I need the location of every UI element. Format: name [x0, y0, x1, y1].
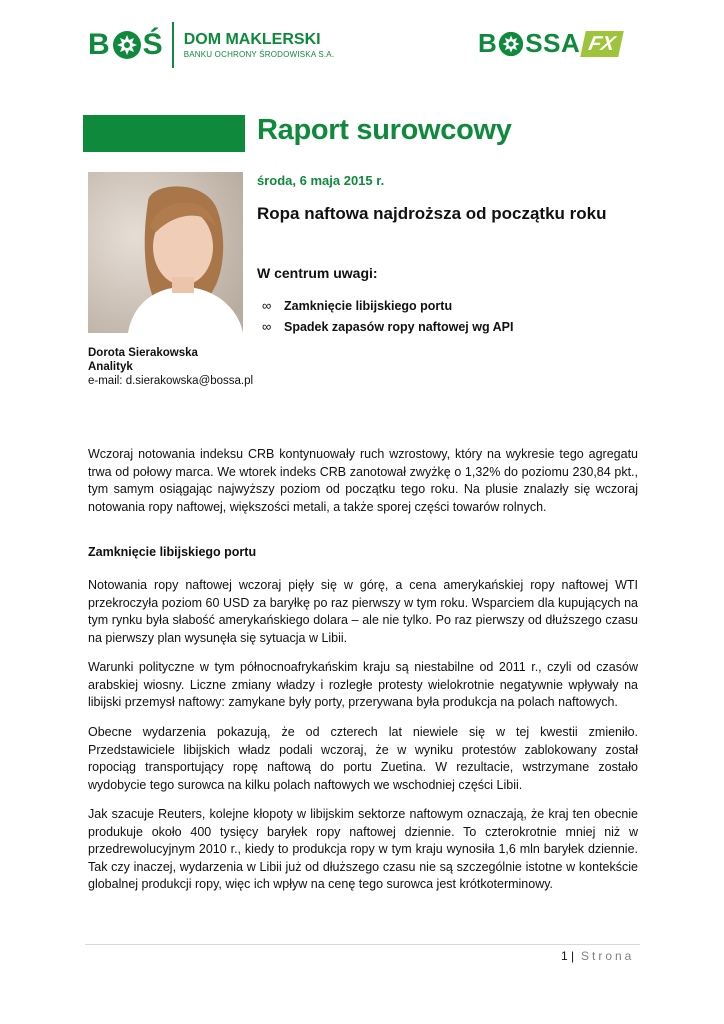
- page-label: Strona: [581, 949, 635, 963]
- footer-divider: [85, 944, 640, 945]
- brand-line1: DOM MAKLERSKI: [183, 30, 321, 48]
- analyst-photo: [88, 172, 243, 333]
- focus-heading: W centrum uwagi:: [257, 265, 378, 281]
- page-title: Raport surowcowy: [257, 114, 512, 146]
- analyst-name: Dorota Sierakowska: [88, 347, 198, 359]
- brand-line2: BANKU OCHRONY ŚRODOWISKA S.A.: [183, 49, 335, 59]
- leaf-icon: [112, 30, 142, 60]
- bos-letter-b: B: [88, 28, 111, 61]
- infinity-bullet-icon: ∞: [262, 319, 272, 334]
- bossa-letters-ssa: SSA: [525, 28, 581, 58]
- analyst-role: Analityk: [88, 361, 133, 373]
- intro-paragraph: Wczoraj notowania indeksu CRB kontynuowały ruch wzrostowy, który na wykresie tego agregatu trwa od połowy marca. We wtorek indeks CRB zanotował zwyżkę o 1,32% do poziomu 230,84 pkt., tym samym osiągając najwyższy poziom od początku tego roku. Na plusie znalazły się wczoraj notowania ropy naftowej, większości metali, a także sporej części towarów rolnych.: [88, 447, 638, 514]
- bos-logo: [88, 22, 334, 68]
- paragraph-3: Obecne wydarzenia pokazują, że od czterech lat niewiele się w tej kwestii zmieniło. Przedstawiciele libijskich władz podali wczoraj, że w wyniku protestów zablokowany został ropociąg transportujący ropę naftową do portu Zuetina. W rezultacie, wstrzymane zostało wydobycie tego surowca na kilku polach naftowych we wschodniej części Libii.: [88, 725, 638, 792]
- report-date: środa, 6 maja 2015 r.: [257, 173, 385, 188]
- paragraph-2: Warunki polityczne w tym północnoafrykańskim kraju są niestabilne od 2011 r., czyli od czasów arabskiej wiosny. Liczne zmiany władzy i rozległe protesty wielokrotnie negatywnie wpływały na libijski przemysł naftowy: zamykane były porty, przerywana była produkcja na polach naftowych.: [88, 660, 638, 709]
- list-item-label: Zamknięcie libijskiego portu: [284, 298, 453, 313]
- focus-list: [262, 295, 513, 337]
- analyst-email[interactable]: e-mail: d.sierakowska@bossa.pl: [88, 375, 254, 387]
- bossa-wordmark: [478, 28, 580, 59]
- section-heading: Zamknięcie libijskiego portu: [88, 545, 257, 559]
- page-number: 1 |: [561, 949, 575, 963]
- leaf-icon: [498, 31, 524, 57]
- report-headline: Ropa naftowa najdroższa od początku roku: [257, 204, 607, 223]
- bos-wordmark: [88, 28, 164, 62]
- bossa-letter-b: B: [478, 28, 498, 58]
- portrait-image: [88, 172, 243, 333]
- infinity-bullet-icon: ∞: [262, 298, 272, 313]
- list-item: [262, 316, 513, 337]
- title-accent-bar: [83, 115, 245, 152]
- paragraph-1: Notowania ropy naftowej wczoraj pięły się w górę, a cena amerykańskiej ropy naftowej WTI przekroczyła poziom 60 USD za baryłkę po raz pierwszy w tym roku. Wsparciem dla kupujących na tym rynku była słabość amerykańskiego dolara – ale nie tylko. Po raz pierwszy od dłuższego czasu na pierwszy plan wysunęła się sytuacja w Libii.: [88, 578, 638, 645]
- paragraph-4: Jak szacuje Reuters, kolejne kłopoty w libijskim sektorze naftowym oznaczają, że kraj ten obecnie produkuje około 400 tysięcy baryłek ropy naftowej dziennie. To czterokrotnie mniej niż w przedrewolucyjnym 2010 r., kiedy to produkcja ropy w tym kraju wynosiła 1,6 mln baryłek dziennie. Tak czy inaczej, wydarzenia w Libii już od dłuższego czasu nie są szczególnie istotne w kontekście globalnej produkcji ropy, więc ich wpływ na cenę tego surowca jest krótkoterminowy.: [88, 807, 638, 891]
- bos-letter-s: Ś: [142, 28, 164, 61]
- list-item-label: Spadek zapasów ropy naftowej wg API: [284, 319, 514, 334]
- list-item: [262, 295, 513, 316]
- fx-badge: FX: [580, 31, 623, 57]
- analyst-info: [88, 346, 253, 388]
- logo-divider: [172, 22, 174, 68]
- bos-brand-text: [184, 31, 335, 60]
- bossa-fx-logo: [478, 28, 621, 59]
